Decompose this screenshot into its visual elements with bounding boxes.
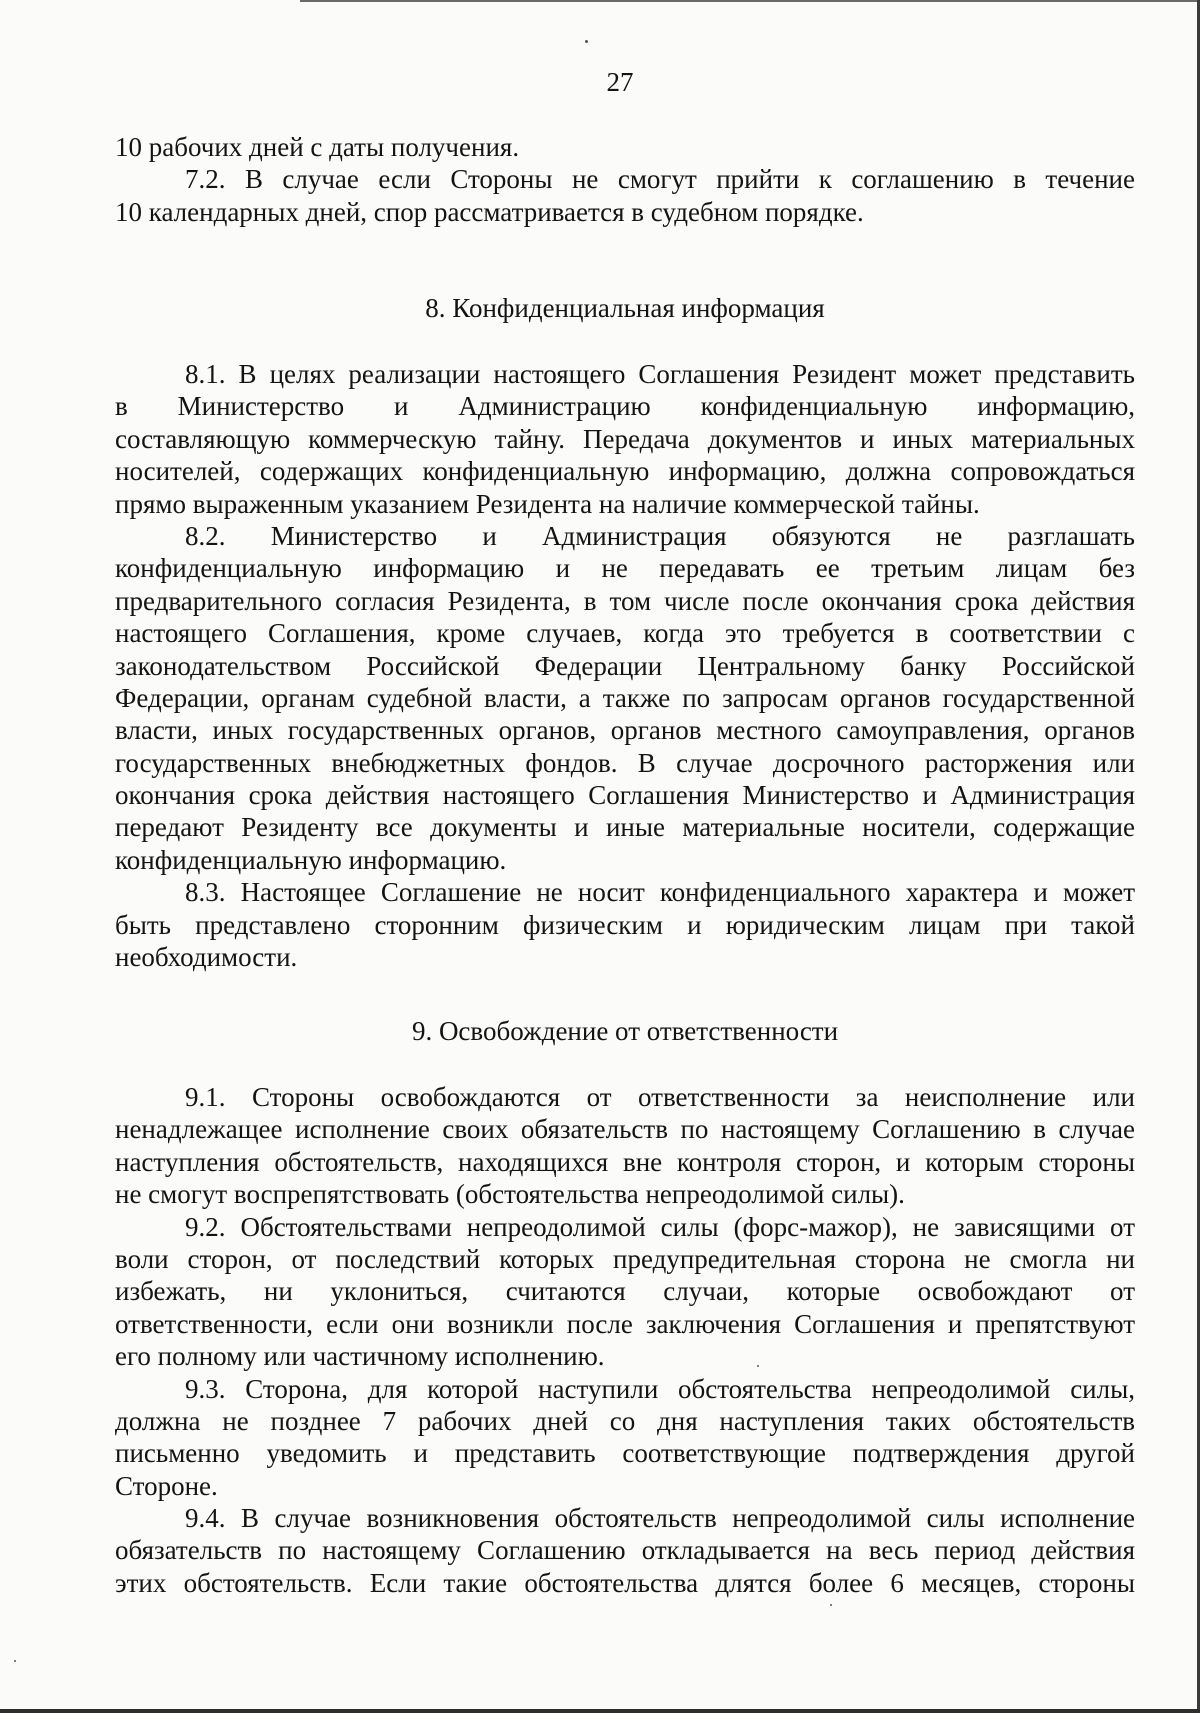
text-line: власти, иных государственных органов, органов местного самоуправления, органов (115, 715, 1135, 746)
text-line: 9.1. Стороны освобождаются от ответственности за неисполнение или (185, 1082, 1135, 1112)
text-line: 8.3. Настоящее Соглашение не носит конфиденциального характера и может (185, 877, 1135, 908)
text-line: конфиденциальную информацию и не передавать ее третьим лицам без (115, 553, 1135, 584)
text-line: передают Резиденту все документы и иные материальные носители, содержащие (115, 812, 1135, 843)
text-line: ненадлежащее исполнение своих обязательств по настоящему Соглашению в случае (115, 1114, 1135, 1145)
text-line: 10 рабочих дней с даты получения. (115, 132, 520, 162)
text-line: ответственности, если они возникли после заключения Соглашения и препятствуют (115, 1308, 1135, 1339)
section-8-heading: 8. Конфиденциальная информация (425, 293, 825, 323)
text-line: 8.2. Министерство и Администрация обязуются не разглашать (185, 520, 1135, 551)
text-line: 7.2. В случае если Стороны не смогут прийти к соглашению в течение (185, 164, 1135, 195)
text-line: 9.2. Обстоятельствами непреодолимой силы (форс-мажор), не зависящими от (185, 1211, 1135, 1242)
text-line: законодательством Российской Федерации Центральному банку Российской (115, 650, 1135, 681)
scan-speck (585, 40, 588, 43)
text-line: 8.1. В целях реализации настоящего Соглашения Резидент может представить (185, 359, 1135, 389)
text-line: предварительного согласия Резидента, в том числе после окончания срока действия (115, 585, 1135, 616)
text-line: этих обстоятельств. Если такие обстоятельства длятся более 6 месяцев, стороны (115, 1567, 1135, 1598)
text-line: не смогут воспрепятствовать (обстоятельства непреодолимой силы). (115, 1179, 905, 1210)
text-line: Федерации, органам судебной власти, а также по запросам органов государственной (115, 682, 1135, 713)
text-line: письменно уведомить и представить соответствующие подтверждения другой (115, 1438, 1135, 1469)
text-line: необходимости. (115, 942, 298, 973)
scan-speck (830, 1604, 832, 1606)
section-8-body (115, 358, 1135, 973)
text-line: составляющую коммерческую тайну. Передача документов и иных материальных (115, 423, 1135, 454)
text-line: государственных внебюджетных фондов. В случае досрочного расторжения или (115, 747, 1135, 778)
scan-edge-bottom (0, 1709, 1200, 1713)
text-line: 10 календарных дней, спор рассматривается в судебном порядке. (115, 196, 864, 227)
text-line: прямо выраженным указанием Резидента на наличие коммерческой тайны. (115, 488, 980, 519)
scan-edge-top (300, 0, 1200, 2)
text-line: конфиденциальную информацию. (115, 844, 507, 875)
text-line: носителей, содержащих конфиденциальную информацию, должна сопровождаться (115, 456, 1135, 487)
text-line: Стороне. (115, 1470, 218, 1501)
section-9-body (115, 1081, 1135, 1599)
text-line: настоящего Соглашения, кроме случаев, когда это требуется в соответствии с (115, 618, 1135, 649)
text-line: наступления обстоятельств, находящихся вне контроля сторон, и которым стороны (115, 1146, 1135, 1177)
text-line: обязательств по настоящему Соглашению откладывается на весь период действия (115, 1535, 1135, 1566)
page-number: 27 (606, 67, 634, 97)
text-line: окончания срока действия настоящего Соглашения Министерство и Администрация (115, 780, 1135, 811)
section-9-heading: 9. Освобождение от ответственности (411, 1016, 839, 1046)
text-line: в Министерство и Администрацию конфиденциальную информацию, (115, 391, 1135, 422)
text-line: 9.3. Сторона, для которой наступили обстоятельства непреодолимой силы, (185, 1373, 1135, 1404)
scan-speck (14, 1660, 16, 1662)
text-line: воли сторон, от последствий которых предупредительная сторона не смогла ни (115, 1243, 1135, 1274)
text-line: 9.4. В случае возникновения обстоятельств непреодолимой силы исполнение (185, 1503, 1135, 1534)
text-line: его полному или частичному исполнению. (115, 1341, 605, 1372)
text-line: должна не позднее 7 рабочих дней со дня наступления таких обстоятельств (115, 1405, 1135, 1436)
section-7-continuation (115, 131, 1135, 228)
text-line: быть представлено сторонним физическим и юридическим лицам при такой (115, 909, 1135, 940)
text-line: избежать, ни уклониться, считаются случаи, которые освобождают от (115, 1276, 1135, 1307)
